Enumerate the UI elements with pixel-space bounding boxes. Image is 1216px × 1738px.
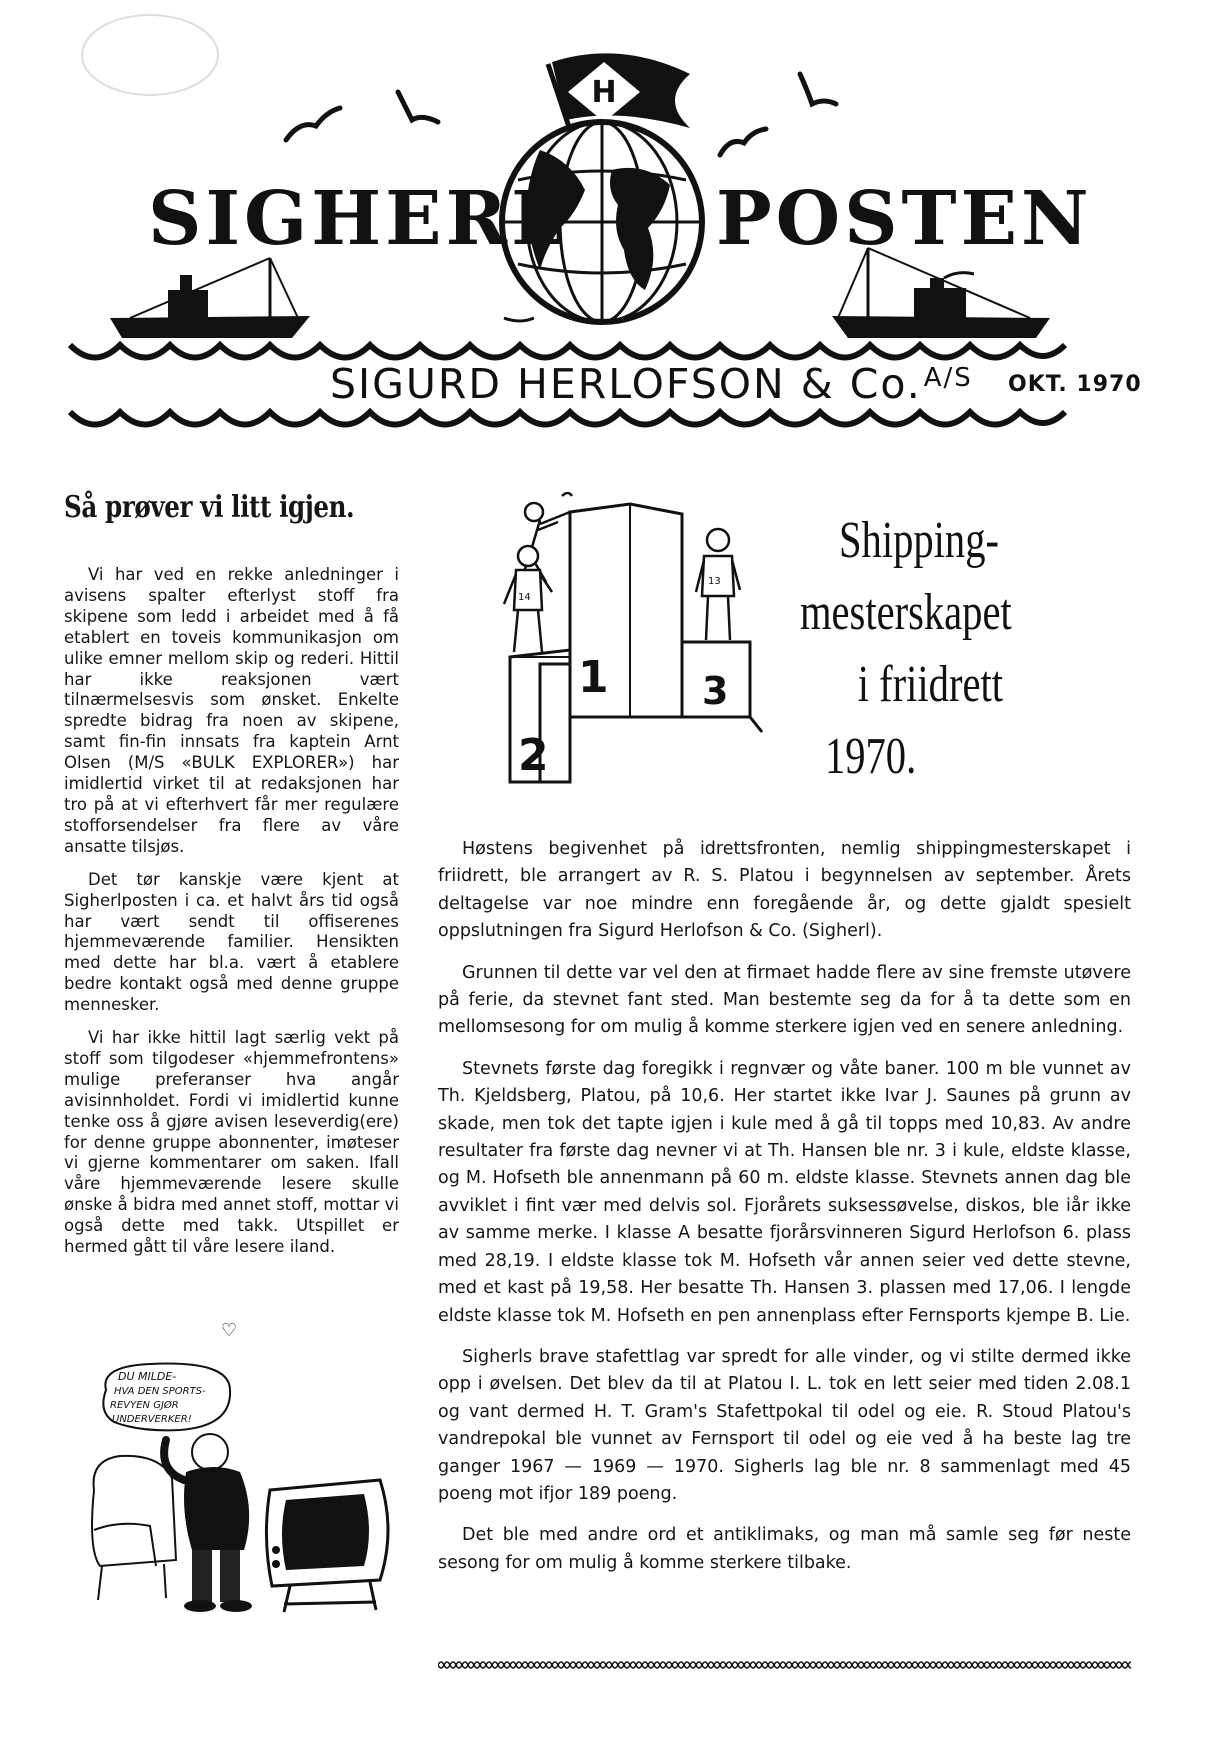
bib-left: 14	[518, 592, 531, 603]
masthead-title-right: POSTEN	[716, 176, 1093, 262]
cartoon-illustration	[80, 1360, 410, 1620]
seagull-4-icon	[720, 129, 766, 155]
tv-icon	[266, 1480, 388, 1612]
company-name	[330, 360, 973, 408]
bubble-line-1: DU MILDE-	[118, 1370, 177, 1383]
right-article-paragraph: Stevnets første dag foregikk i regnvær og våte baner. 100 m ble vunnet av Th. Kjeldsberg, Platou, på 10,6. Her startet ikke Ivar J. Saunes på grunn av skade, men tok det tapte igjen i kule med å gå til topps med 10,83. Av andre resultater fra første dag nevner vi at Th. Hansen ble nr. 3 i kule, eldste klasse, og M. Hofseth ble annenmann på 60 m. eldste klasse. Stevnets annen dag ble avviklet i fint vær med delvis sol. Fjorårets suksessøvelse, diskos, ble iår ikke av samme merke. I klasse A besatte fjorårsvinneren Sigurd Herlofson 6. plass med 28,19. I eldste klasse tok M. Hofseth vår annen seier ved dette stevne, med et kast på 19,58. Her besatte Th. Hansen 3. plassen med 17,06. I lengde eldste klasse tok M. Hofseth en pen annenplass efter Fernsports kjempe B. Lie.	[438, 1058, 1131, 1326]
headline-line: Shipping-	[839, 512, 1000, 569]
podium-third-number: 3	[702, 669, 729, 713]
left-article-paragraph: Vi har ikke hittil lagt særlig vekt på stoff som tilgodeser «hjemmefrontens» mulige preferanser hva angår avisinnholdet. Fordi vi imidlertid kunne tenke oss å gjøre avisen leseverdig(ere) for denne gruppe abonnenter, imøteser vi gjerne kommentarer om saken. Ifall våre hjemmeværende lesere skulle ønske å bidra med annet stoff, mottar vi også dette med takk. Utspillet er hermed gått til våre lesere iland.	[64, 1028, 399, 1257]
armchair-icon	[92, 1456, 176, 1600]
right-article-paragraph: Sigherls brave stafettlag var spredt for alle vinder, og vi stilte dermed ikke opp i øvelsen. Det blev da til at Platou I. L. tok en lett seier med tiden 2.08.1 og vant dermed H. T. Gram's Stafettpokal til odel og eie. R. Stoud Platou's vandrepokal ble vunnet av Fernsport til odel og eie ved å ha beste lag tre ganger 1967 — 1969 — 1970. Sigherls lag ble nr. 8 sammenlagt med 45 poeng mot ifjor 189 poeng.	[438, 1346, 1131, 1504]
headline-line: mesterskapet	[800, 584, 1012, 641]
sports-headline	[800, 505, 1057, 793]
issue-date: OKT. 1970	[1008, 372, 1142, 397]
headline-line: i friidrett	[857, 656, 1004, 713]
ship-left-icon	[110, 258, 310, 338]
bib-right: 13	[708, 576, 721, 587]
seagull-3-icon	[800, 74, 836, 104]
seagull-1-icon	[286, 108, 340, 140]
left-article-paragraph: Det tør kanskje være kjent at Sigherlposten i ca. et halvt års tid også har vært sendt til offiserenes hjemmeværende familier. Hensikten med dette har bl.a. vært å etablere bedre kontakt også med denne gruppe mennesker.	[64, 869, 399, 1015]
right-article-paragraph: Det ble med andre ord et antiklimaks, og man må samle seg før neste sesong for om mulig å komme sterkere tilbake.	[438, 1525, 1131, 1573]
man-figure-icon	[164, 1434, 252, 1612]
masthead	[0, 0, 1216, 460]
seagull-2-icon	[398, 92, 438, 122]
wave-row-upper	[70, 345, 1065, 358]
bubble-line-2: HVA DEN SPORTS-	[114, 1386, 206, 1397]
athlete-third-icon	[696, 529, 740, 640]
company-suffix: A/S	[923, 363, 973, 393]
right-article-paragraph: Grunnen til dette var vel den at firmaet hadde flere av sine fremste utøvere på ferie, da stevnet fant sted. Man bestemte seg da for å ta dette som en mellomsesong for om mulig å komme sterkere igjen ved en senere anledning.	[438, 962, 1131, 1038]
wave-row-lower	[70, 412, 1065, 425]
flag-letter: H	[591, 75, 617, 110]
left-article-heading: Så prøver vi litt igjen.	[64, 490, 355, 525]
headline-line: 1970.	[824, 728, 917, 785]
masthead-title-left: SIGHERL	[148, 176, 568, 262]
right-article-paragraph: Høstens begivenhet på idrettsfronten, nemlig shippingmesterskapet i friidrett, ble arrangert av R. S. Platou i begynnelsen av september. Årets deltagelse var noe mindre enn foregående år, og dette gjaldt spesielt oppslutningen fra Sigurd Herlofson & Co. (Sigherl).	[438, 839, 1131, 942]
stamp-mark	[82, 15, 218, 95]
podium-second-number: 2	[518, 730, 549, 781]
bottom-border-ornament	[438, 1658, 1131, 1672]
podium-first-number: 1	[578, 652, 609, 703]
bubble-line-3: REVYEN GJØR	[110, 1400, 179, 1411]
bubble-line-4: UNDERVERKER!	[112, 1414, 192, 1425]
podium-illustration	[500, 492, 780, 797]
right-article	[438, 836, 1131, 1591]
section-divider-mark: ♡	[221, 1320, 238, 1340]
company-name-text: SIGURD HERLOFSON & Co.	[330, 360, 922, 408]
left-article-paragraph: Vi har ved en rekke anledninger i avisens spalter efterlyst stoff fra skipene som ledd i arbeidet med å få etablert en toveis kommunikasjon om ulike emner mellom skip og rederi. Hittil har ikke reaksjonen vært tilnærmelsesvis som ønsket. Enkelte spredte bidrag fra noen av skipene, samt fin-fin innsats fra kaptein Arnt Olsen (M/S «BULK EXPLORER») har imidlertid virket til at redaksjonen har tro på at vi efterhvert får mer regulære stofforsendelser fra flere av våre ansatte tilsjøs.	[64, 565, 399, 856]
athlete-second-icon	[504, 546, 552, 652]
left-article	[64, 490, 399, 1270]
